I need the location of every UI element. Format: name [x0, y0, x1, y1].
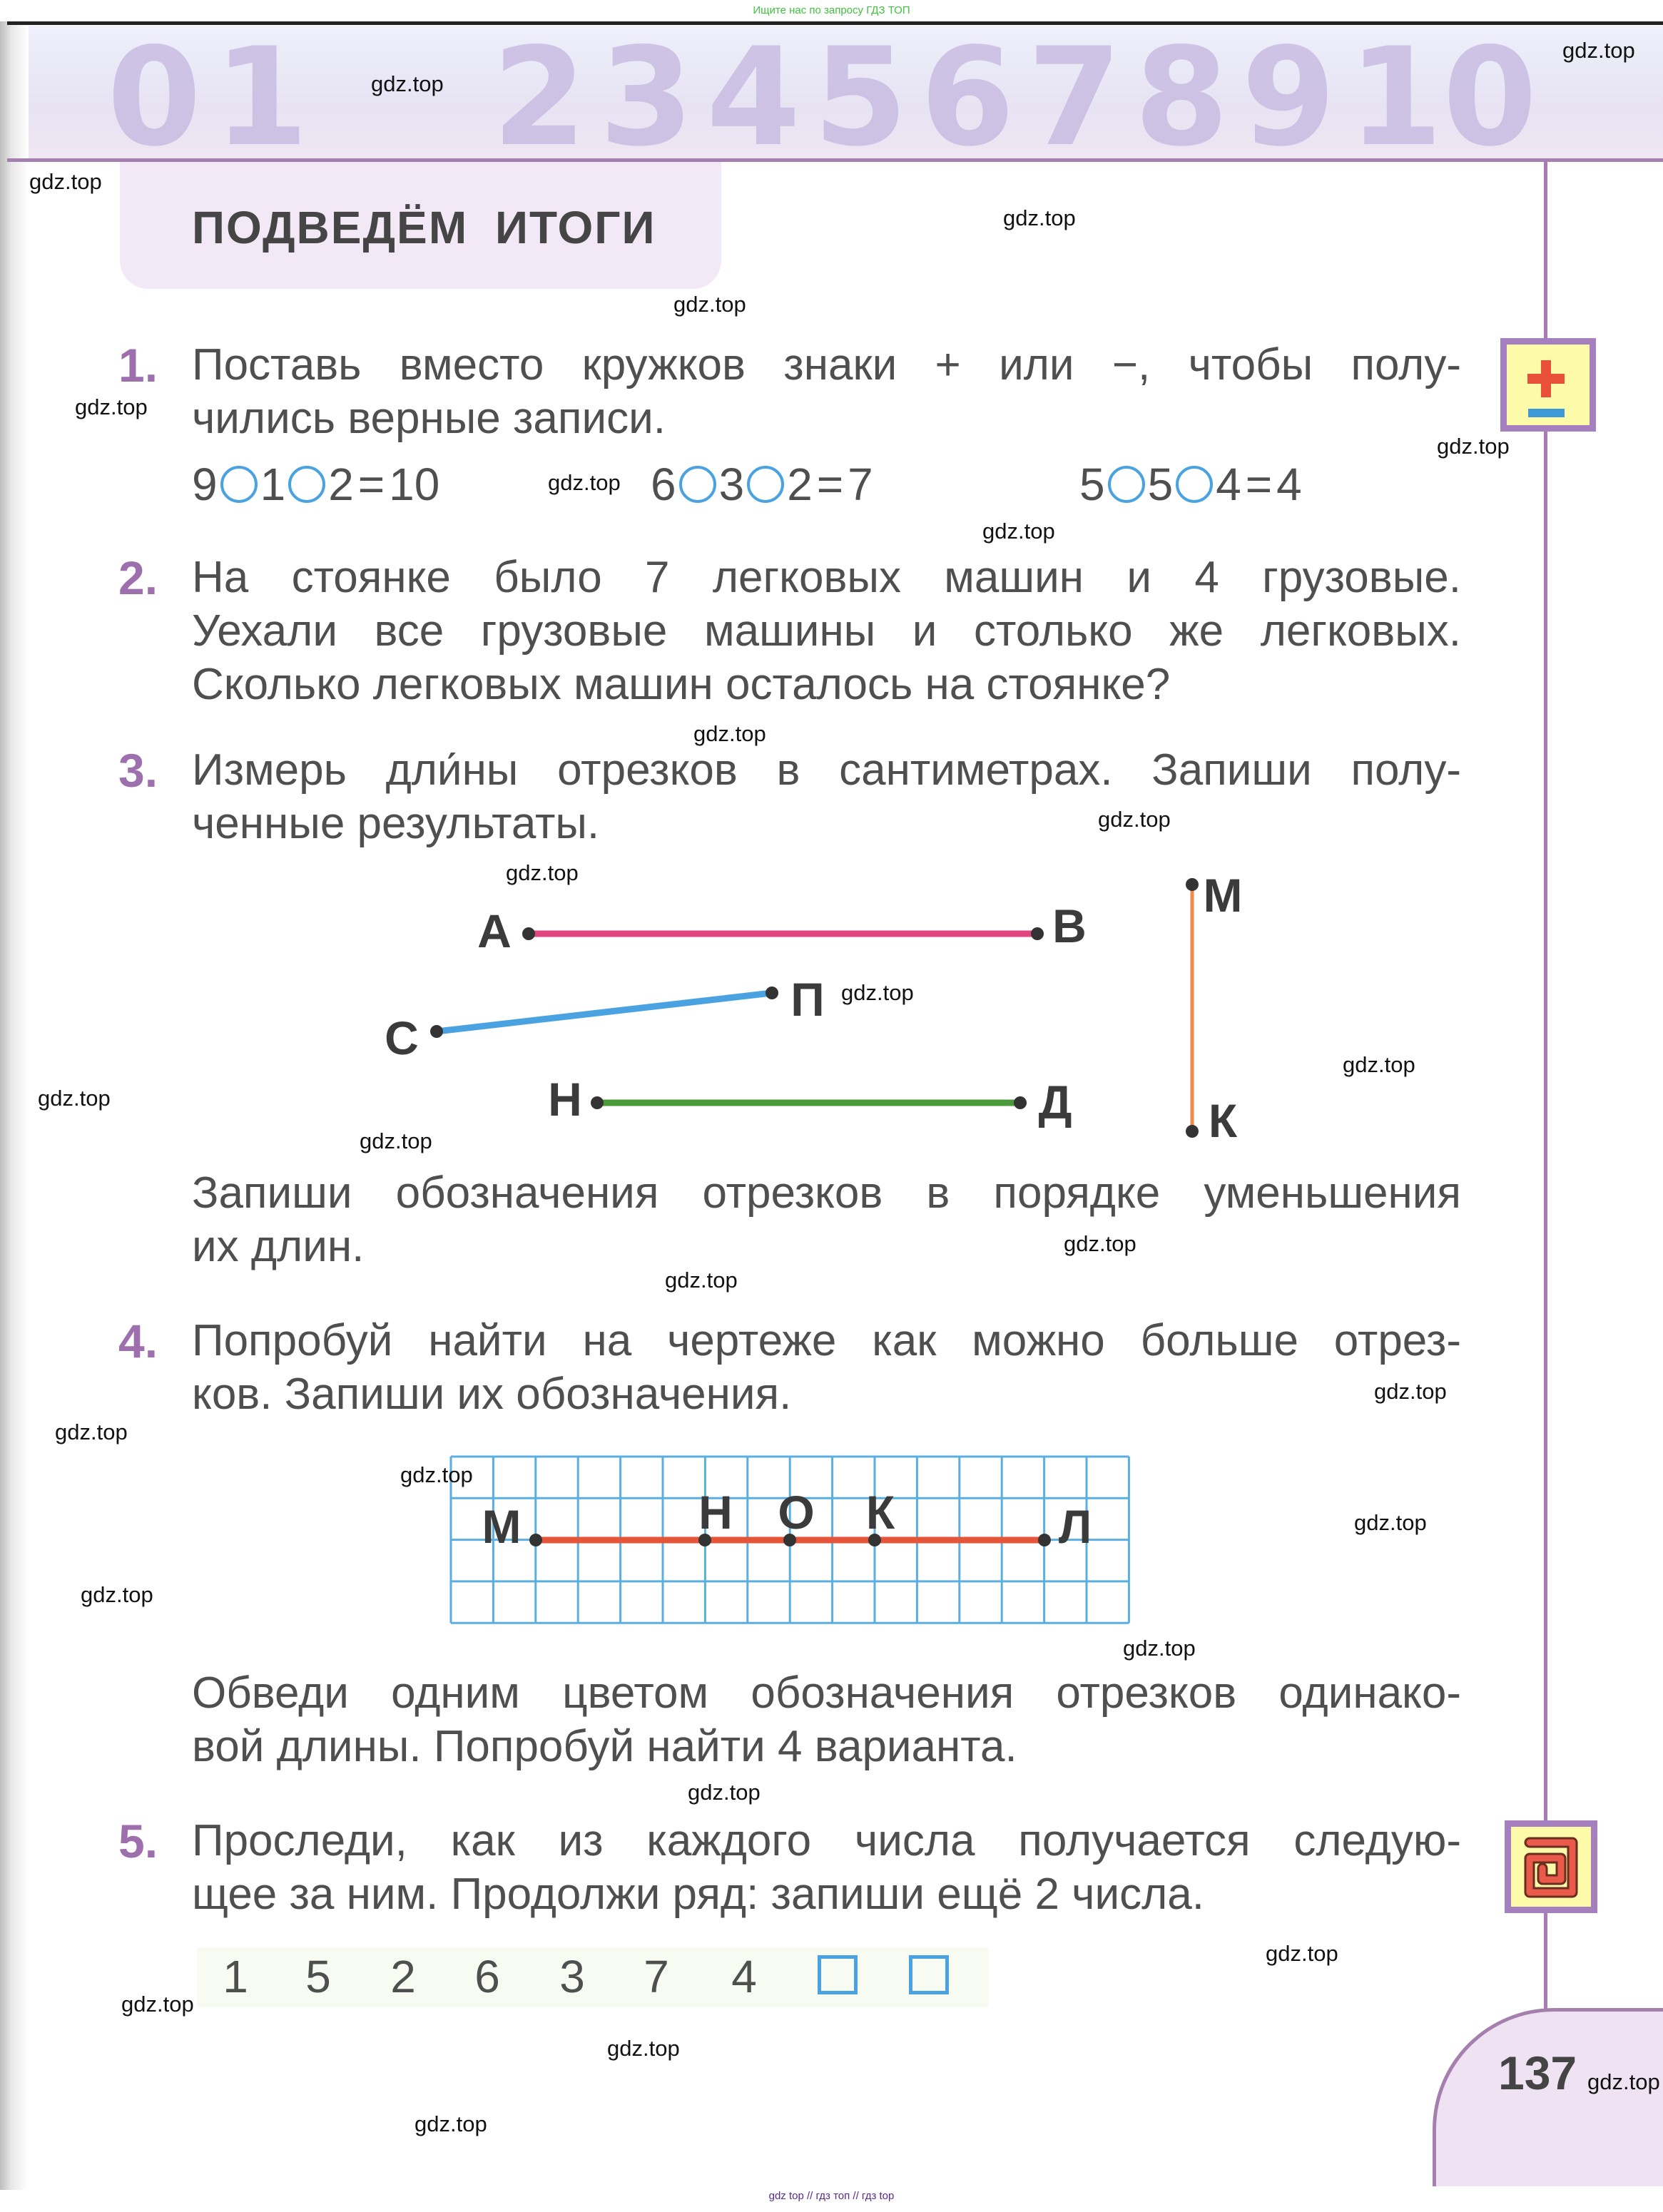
banner-digit: 8: [1134, 26, 1229, 158]
point-dot: [1186, 1125, 1199, 1138]
banner-digit: 4: [706, 26, 801, 158]
task-text: На стоянке было 7 легковых машин и 4 грузовые.: [192, 553, 1461, 602]
watermark: gdz.top: [693, 721, 766, 746]
watermark: gdz.top: [1003, 205, 1076, 230]
watermark: gdz.top: [688, 1780, 761, 1805]
watermark: gdz.top: [75, 394, 148, 419]
watermark: gdz.top: [607, 2036, 680, 2061]
point-dot: [430, 1025, 443, 1038]
task-text: Измерь дли́ны отрезков в сантиметрах. Запиши полу-: [192, 745, 1461, 795]
grid-label-n: Н: [698, 1486, 733, 1539]
operand: 4: [1216, 459, 1241, 510]
task-number: 3.: [118, 744, 158, 797]
task-text: Запиши обозначения отрезков в порядке уменьшения: [192, 1168, 1461, 1218]
banner-digit: 10: [1348, 26, 1537, 158]
banner-digit: 3: [599, 26, 694, 158]
watermark: gdz.top: [1437, 434, 1510, 459]
grid-label-o: О: [778, 1486, 815, 1539]
point-label-p: П: [790, 973, 825, 1026]
grid-label-k: К: [865, 1486, 895, 1539]
watermark: gdz.top: [55, 1420, 128, 1444]
answer-box[interactable]: [818, 1955, 858, 1994]
equals: =: [357, 459, 385, 510]
point-label-a: А: [477, 904, 512, 957]
operand: 5: [1147, 459, 1174, 510]
task-text: вой длины. Попробуй найти 4 варианта.: [192, 1722, 1017, 1771]
operand: 6: [651, 459, 676, 510]
task-text: ченные результаты.: [192, 799, 600, 848]
sequence-number: 6: [474, 1951, 500, 2002]
operand: 3: [718, 459, 745, 510]
banner-digit: 1: [214, 26, 309, 158]
answer-box[interactable]: [909, 1955, 949, 1994]
sequence-number: 7: [644, 1951, 669, 2002]
watermark: gdz.top: [1354, 1510, 1427, 1535]
banner-digit: 2: [492, 26, 587, 158]
watermark: gdz.top: [38, 1086, 111, 1111]
banner-digit: 6: [920, 26, 1015, 158]
task-text: щее за ним. Продолжи ряд: запиши ещё 2 числа.: [192, 1870, 1204, 1919]
point-dot: [1031, 927, 1044, 940]
page-number: 137: [1498, 2047, 1577, 2099]
sequence-number: 2: [390, 1951, 416, 2002]
task-number: 2.: [118, 551, 158, 604]
result: 10: [389, 459, 440, 510]
task-number: 4.: [118, 1315, 158, 1367]
watermark: gdz.top: [1266, 1941, 1338, 1966]
banner-digit: 7: [1027, 26, 1122, 158]
point-dot: [1186, 878, 1199, 891]
result: 7: [848, 459, 873, 510]
operand: 2: [328, 459, 354, 510]
operand: 2: [787, 459, 813, 510]
point-label-c: С: [385, 1011, 419, 1064]
task-text: Уехали все грузовые машины и столько же легковых.: [192, 606, 1461, 656]
equals: =: [1245, 459, 1273, 510]
watermark: gdz.top: [1374, 1379, 1447, 1404]
point-dot: [1014, 1096, 1027, 1109]
watermark: gdz.top: [982, 519, 1055, 544]
point-dot: [1038, 1534, 1051, 1546]
task-text: Попробуй найти на чертеже как можно больше отрез-: [192, 1316, 1461, 1365]
point-dot: [529, 1534, 542, 1546]
point-label-m: М: [1203, 869, 1243, 922]
search-hint: Ищите нас по запросу ГДЗ ТОП: [753, 4, 910, 16]
task-text: Сколько легковых машин осталось на стоянке?: [192, 660, 1171, 709]
operand: 5: [1079, 459, 1105, 510]
banner-digit: 9: [1241, 26, 1336, 158]
task-number: 5.: [118, 1815, 158, 1867]
watermark: gdz.top: [1587, 2069, 1660, 2094]
watermark: gdz.top: [360, 1128, 432, 1153]
watermark: gdz.top: [665, 1268, 738, 1293]
watermark: gdz.top: [1064, 1231, 1136, 1256]
operand: 9: [192, 459, 218, 510]
sequence-number: 4: [731, 1951, 757, 2002]
task-number: 1.: [118, 339, 158, 392]
point-dot: [766, 987, 778, 999]
watermark: gdz.top: [548, 470, 621, 495]
sequence-number: 3: [559, 1951, 585, 2002]
result: 4: [1276, 459, 1302, 510]
banner-digit: 5: [813, 26, 908, 158]
sequence-number: 5: [305, 1951, 331, 2002]
sequence-number: 1: [223, 1951, 248, 2002]
task-text: Обведи одним цветом обозначения отрезков одинако-: [192, 1668, 1461, 1718]
watermark: gdz.top: [673, 292, 746, 317]
watermark: gdz.top: [371, 71, 444, 96]
point-label-d: Д: [1038, 1076, 1072, 1128]
watermark: gdz.top: [1123, 1636, 1196, 1661]
watermark: gdz.top: [1098, 807, 1171, 832]
task-text: Проследи, как из каждого числа получается следую-: [192, 1816, 1461, 1865]
point-label-b: В: [1052, 899, 1087, 952]
watermark: gdz.top: [1562, 38, 1635, 63]
task-text: чились верные записи.: [192, 394, 666, 443]
watermark: gdz.top: [400, 1462, 473, 1487]
banner-digit: 0: [107, 26, 202, 158]
task-text: ков. Запиши их обозначения.: [192, 1370, 792, 1419]
watermark: gdz.top: [81, 1582, 153, 1607]
grid-label-m: М: [482, 1500, 522, 1553]
footer-note: gdz top // гдз топ // гдз top: [768, 2190, 895, 2202]
grid-label-l: Л: [1058, 1500, 1092, 1553]
watermark: gdz.top: [1343, 1052, 1415, 1077]
point-dot: [522, 927, 535, 940]
task-text: Поставь вместо кружков знаки + или −, чтобы полу-: [192, 340, 1461, 389]
watermark: gdz.top: [121, 1992, 194, 2017]
watermark: gdz.top: [415, 2111, 487, 2136]
segment-cp: [437, 993, 772, 1031]
point-label-n: Н: [548, 1073, 582, 1126]
equals: =: [816, 459, 844, 510]
operand: 1: [260, 459, 286, 510]
point-label-k: К: [1208, 1094, 1238, 1147]
watermark: gdz.top: [29, 169, 102, 194]
page-title: ПОДВЕДЁМ ИТОГИ: [192, 202, 656, 253]
watermark: gdz.top: [506, 860, 579, 885]
watermark: gdz.top: [841, 980, 914, 1005]
point-dot: [591, 1096, 604, 1109]
task-text: их длин.: [192, 1222, 365, 1271]
